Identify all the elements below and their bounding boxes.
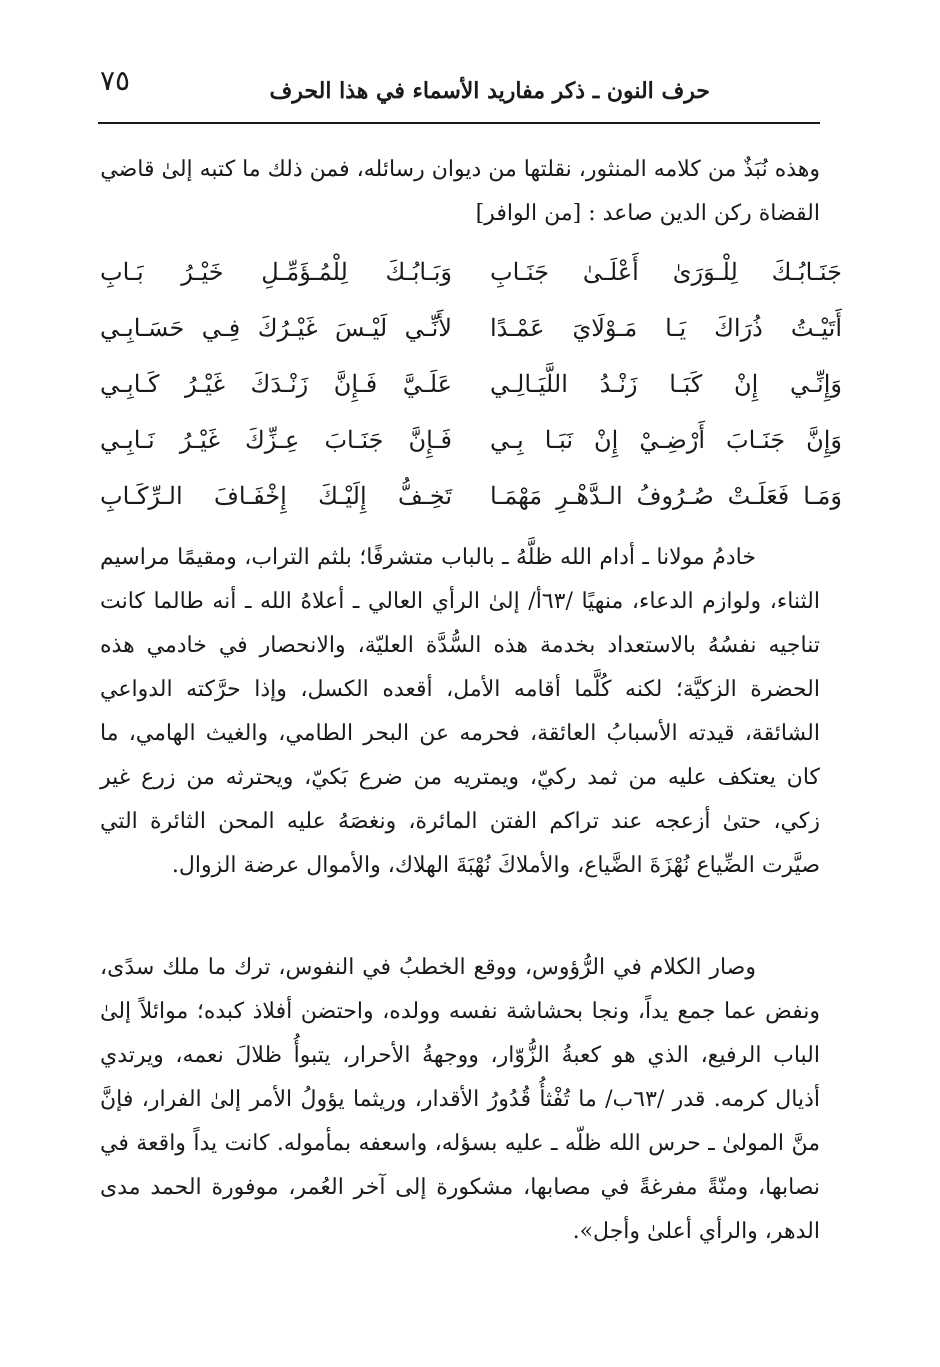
body-paragraph-block <box>100 536 820 888</box>
verse-second-hemistich: لأَنِّـي لَيْـسَ غَيْـرُكَ فِـي حَسَـابِـي <box>100 314 452 342</box>
body-paragraph: وصار الكلام في الرُّؤوس، ووقع الخطبُ في النفوس، ترك ما ملك سدًى، ونفض عما جمع يداً، ونجا بحشاشة نفسه وولده، واحتضن أفلاذ كبده؛ موائلاً إلىٰ الباب الرفيع، الذي هو كعبةُ الزُّوّار، ووجهةُ الأحرار، يتبوأُ ظلالَ نعمه، ويرتدي أذيال كرمه. قدر /٦٣ب/ ما تُفْثأُ قُدُورُ الأقدار، وريثما يؤولُ الأمر إلىٰ الفرار، فإنَّ منَّ المولىٰ ـ حرس الله ظلّه ـ عليه بسؤله، واسعفه بمأموله. كانت يداً واقعة في نصابها، ومنّةً مفرغةً في مصابها، مشكورة إلى آخر العُمر، موفورة الحمد مدى الدهر، والرأي أعلىٰ وأجل». <box>100 955 820 1244</box>
poem <box>100 244 842 524</box>
verse-second-hemistich: وَبَـابُـكَ لِلْمُـؤَمِّـلِ خَيْـرُ بَـابِ <box>100 258 452 286</box>
poem-verse <box>100 356 842 412</box>
running-title: حرف النون ـ ذكر مفاريد الأسماء في هذا الحرف <box>269 78 710 104</box>
intro-text <box>100 148 820 236</box>
verse-second-hemistich: فَـإِنَّ جَنَـابَ عِـزِّكَ غَيْـرُ نَـابِـي <box>100 426 452 454</box>
header-rule <box>98 122 820 124</box>
body-paragraph-block <box>100 946 820 1254</box>
verse-first-hemistich: وَإِنَّ جَنَـابَ أَرْضِـيْ إِنْ نَبَـا بِـي <box>490 426 842 454</box>
page-number: ٧٥ <box>100 64 131 97</box>
intro-line: وهذه نُبَذٌ من كلامه المنثور، نقلتها من ديوان رسائله، فمن ذلك ما كتبه إلىٰ قاضي <box>100 157 820 182</box>
verse-first-hemistich: وَمَـا فَعَلَـتْ صُـرُوفُ الـدَّهْـرِ مَهْمَـا <box>490 482 842 510</box>
intro-line: القضاة ركن الدين صاعد : [من الوافر] <box>475 201 820 226</box>
verse-first-hemistich: أَتَيْـتُ ذُرَاكَ يَـا مَـوْلَايَ عَمْـدًا <box>490 314 842 342</box>
verse-first-hemistich: وَإِنِّـي إِنْ كَبَـا زَنْـدُ اللَّيَـالِـي <box>490 370 842 398</box>
poem-verse <box>100 244 842 300</box>
verse-second-hemistich: عَلَـيَّ فَـإِنَّ زَنْـدَكَ غَيْـرُ كَـابِـي <box>100 370 452 398</box>
poem-verse <box>100 468 842 524</box>
verse-first-hemistich: جَنَـابُـكَ لِلْـوَرَىٰ أَعْلَـىٰ جَنَـابِ <box>490 258 842 286</box>
verse-second-hemistich: تَخِـفُّ إِلَيْـكَ إِخْفَـافَ الـرِّكَـابِ <box>100 482 452 510</box>
poem-verse <box>100 300 842 356</box>
poem-verse <box>100 412 842 468</box>
body-paragraph: خادمُ مولانا ـ أدام الله ظلَّهُ ـ بالباب متشرفًا؛ بلثم التراب، ومقيمًا مراسيم الثناء، ولوازم الدعاء، منهيًا /٦٣أ/ إلىٰ الرأي العالي ـ أعلاهُ الله ـ أنه طالما كانت تناجيه نفسُهُ بالاستعداد بخدمة هذه السُّدَّة العليّة، والانحصار في خادمي هذه الحضرة الزكيَّة؛ لكنه كُلَّما أقامه الأمل، أقعده الكسل، وإذا حرَّكته الدواعي الشائقة، قيدته الأسبابُ العائقة، فحرمه عن البحر الطامي، والغيث الهامي، ما كان يعتكف عليه من ثمد ركيّ، ويمتريه من ضرع بَكيّ، ويحترثه من زرع غير زكي، حتىٰ أزعجه عند تراكم الفتن المائرة، ونغصَهُ عليه المحن الثائرة التي صيَّرت الضِّياع نُهْزَةَ الضَّياع، والأملاكَ نُهْبَةَ الهلاك، والأموال عرضة الزوال. <box>100 545 820 878</box>
